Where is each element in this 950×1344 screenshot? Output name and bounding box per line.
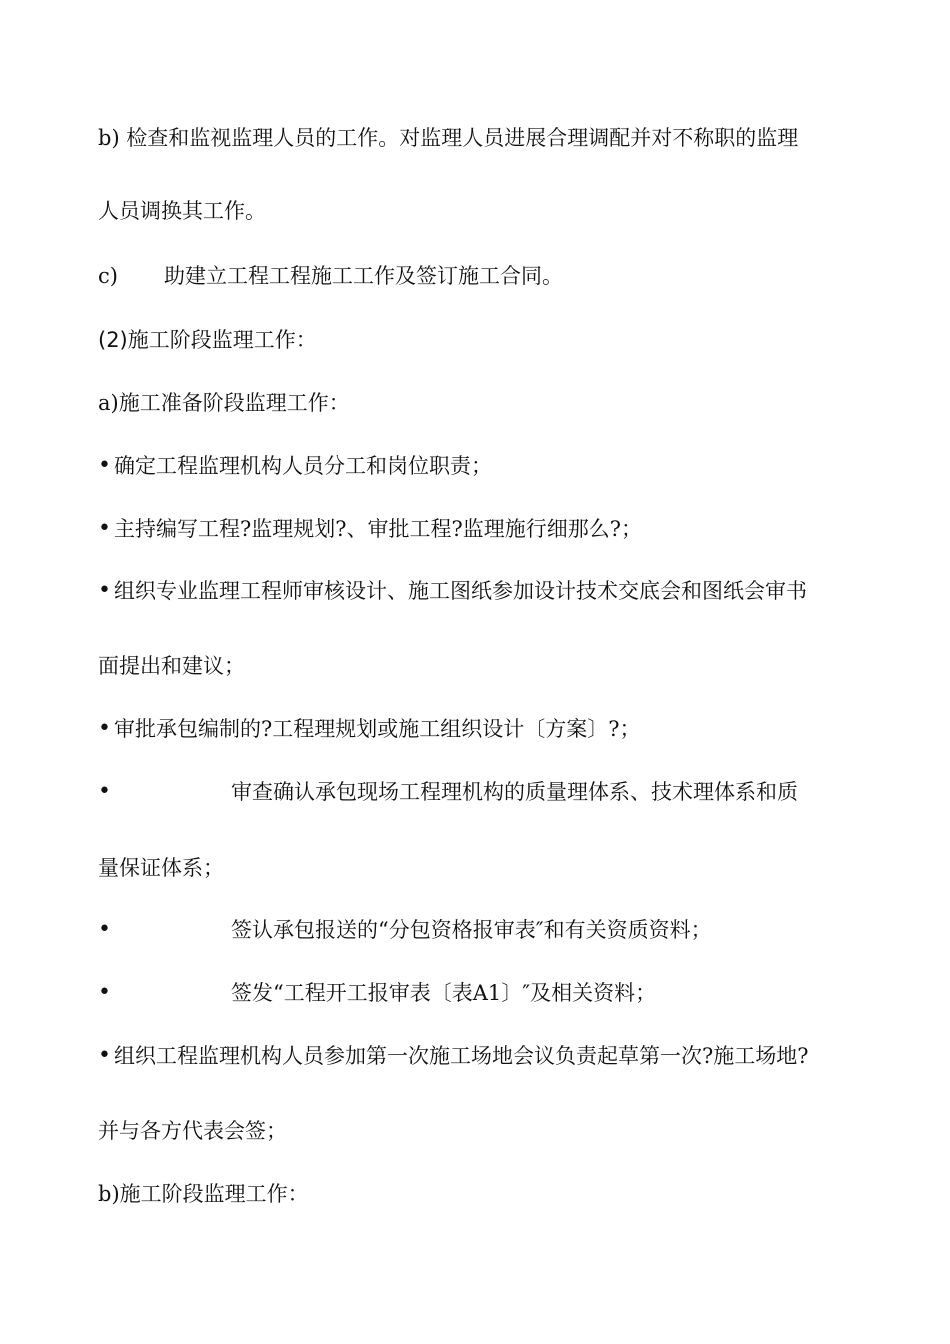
- bullet-marker: •: [98, 453, 111, 478]
- paragraph-b-line1: b) 检查和监视监理人员的工作。对监理人员进展合理调配并对不称职的监理: [98, 126, 799, 150]
- bullet-marker: •: [98, 980, 111, 1005]
- bullet-item-2: 主持编写工程?监理规划?、审批工程?监理施行细那么?；: [114, 517, 643, 541]
- bullet-item-5-line1: 审查确认承包现场工程理机构的质量理体系、技术理体系和质: [231, 780, 798, 804]
- section-heading-2: (2)施工阶段监理工作：: [98, 328, 317, 352]
- bullet-item-8-line1: 组织工程监理机构人员参加第一次施工场地会议负责起草第一次?施工场地?: [114, 1044, 809, 1068]
- bullet-marker: •: [98, 1043, 111, 1068]
- subheading-b: b)施工阶段监理工作：: [98, 1182, 309, 1206]
- paragraph-c-label: c): [98, 264, 118, 288]
- bullet-item-4: 审批承包编制的?工程理规划或施工组织设计〔方案〕?；: [114, 717, 641, 741]
- bullet-marker: •: [98, 578, 111, 603]
- paragraph-b-line2: 人员调换其工作。: [98, 199, 266, 223]
- bullet-item-7: 签发“工程开工报审表〔表A1〕″及相关资料；: [231, 981, 657, 1005]
- bullet-item-3-line2: 面提出和建议；: [98, 654, 245, 678]
- bullet-marker: •: [98, 779, 111, 804]
- bullet-item-3-line1: 组织专业监理工程师审核设计、施工图纸参加设计技术交底会和图纸会审书: [114, 579, 807, 603]
- bullet-item-1: 确定工程监理机构人员分工和岗位职责；: [114, 454, 492, 478]
- bullet-item-6: 签认承包报送的“分包资格报审表″和有关资质资料；: [231, 918, 712, 942]
- paragraph-c-text: 助建立工程工程施工工作及签订施工合同。: [164, 264, 563, 288]
- subheading-a: a)施工准备阶段监理工作：: [98, 391, 350, 415]
- bullet-marker: •: [98, 716, 111, 741]
- bullet-item-8-line2: 并与各方代表会签；: [98, 1119, 287, 1143]
- bullet-item-5-line2: 量保证体系；: [98, 856, 224, 880]
- bullet-marker: •: [98, 516, 111, 541]
- bullet-marker: •: [98, 917, 111, 942]
